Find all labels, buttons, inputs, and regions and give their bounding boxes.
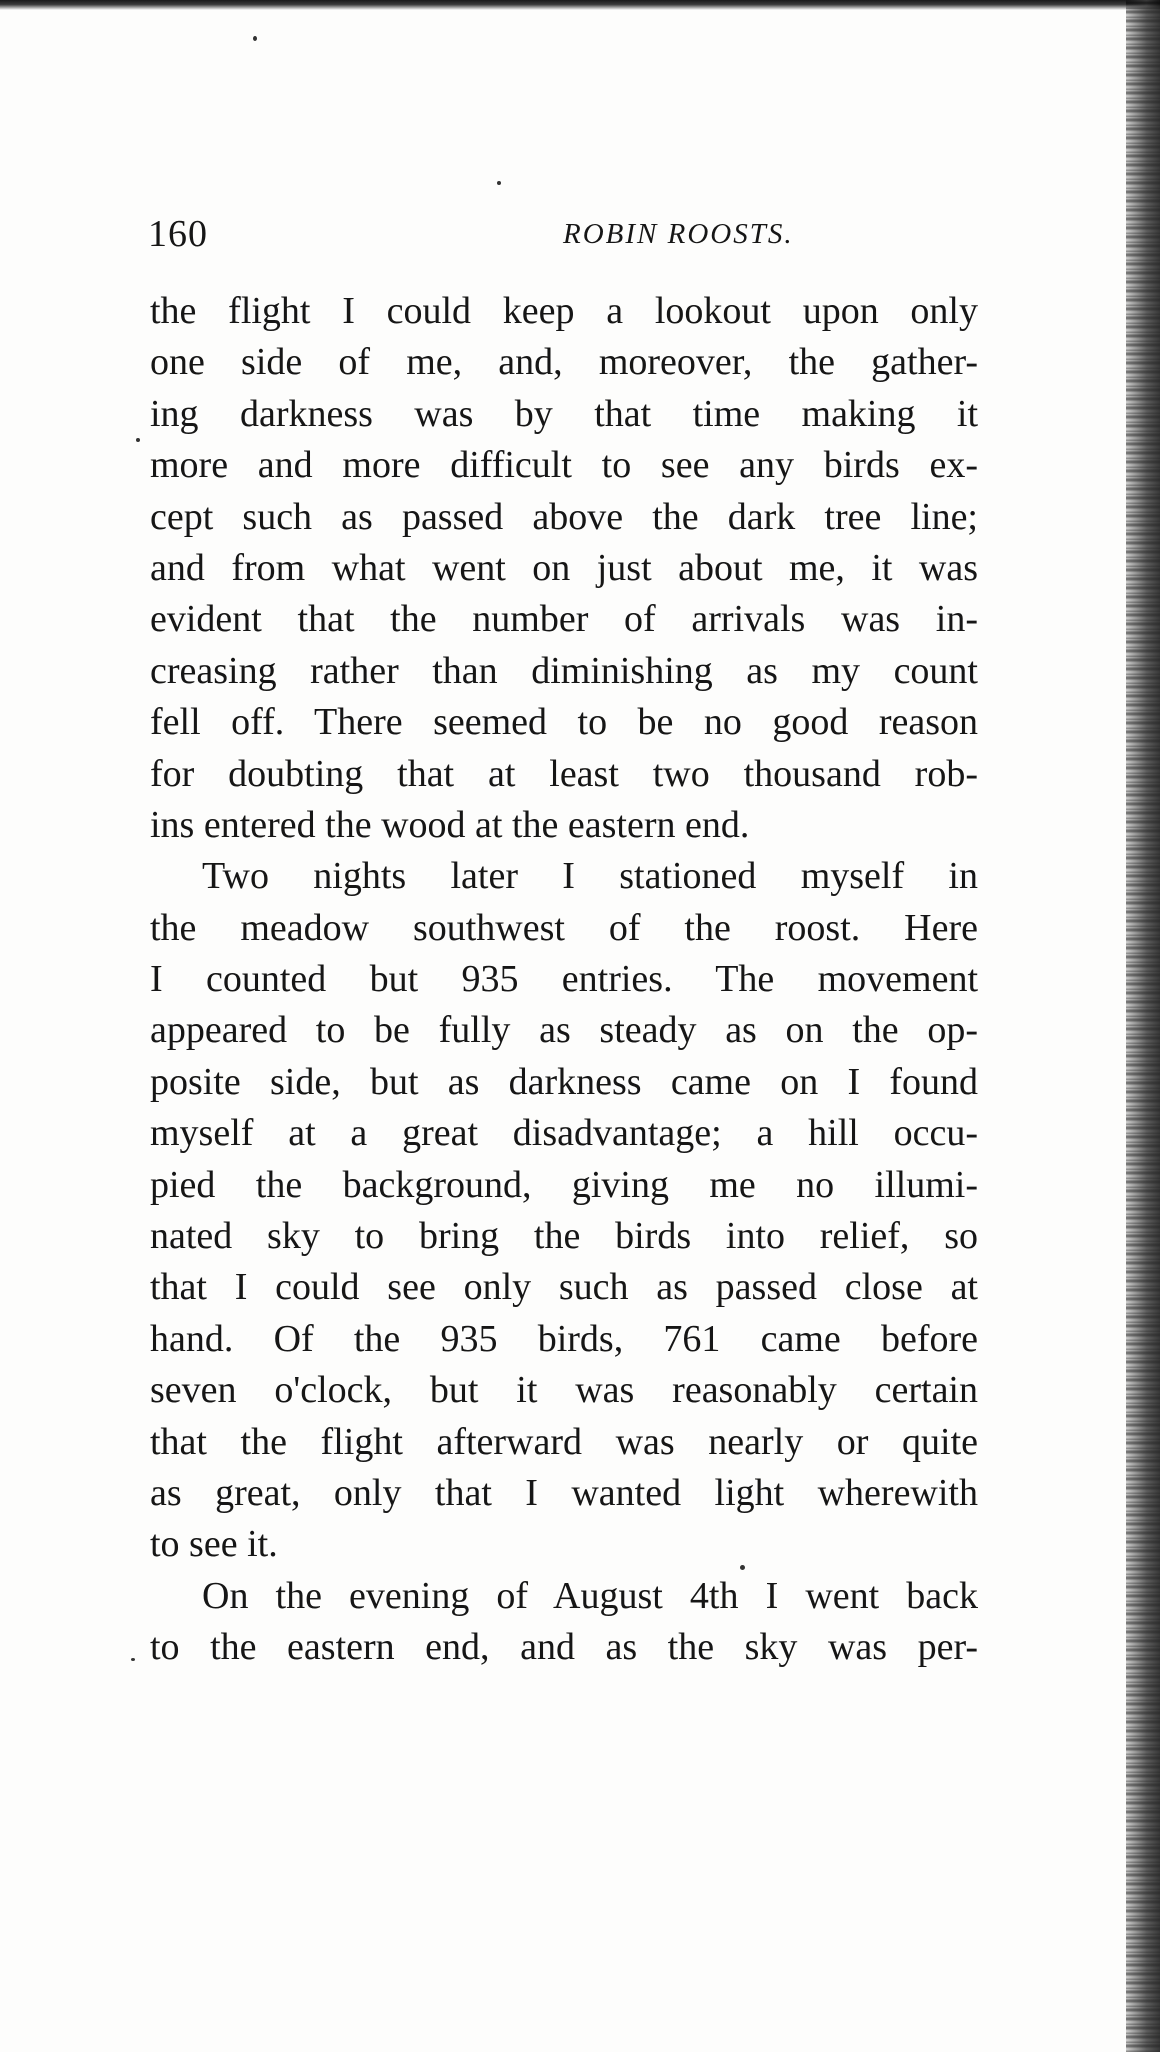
text-line: On the evening of August 4th I went back [202, 1574, 978, 1617]
text-line: and from what went on just about me, it was [150, 546, 978, 589]
paragraph-2 [150, 851, 978, 1570]
text-line: that I could see only such as passed close at [150, 1266, 978, 1309]
ink-speck [497, 181, 501, 185]
text-line: nated sky to bring the birds into relief, so [150, 1215, 978, 1258]
ink-speck [136, 438, 140, 442]
text-line: myself at a great disadvantage; a hill occu- [150, 1112, 978, 1155]
text-line: that the flight afterward was nearly or quite [150, 1420, 978, 1463]
text-line: evident that the number of arrivals was in- [150, 598, 978, 641]
text-line: creasing rather than diminishing as my count [150, 649, 978, 692]
ink-speck [740, 1565, 745, 1570]
text-line: to see it. [150, 1523, 278, 1566]
text-line: ins entered the wood at the eastern end. [150, 803, 750, 846]
page-top-edge-shadow [0, 0, 1160, 10]
text-line: hand. Of the 935 birds, 761 came before [150, 1317, 978, 1360]
running-head: ROBIN ROOSTS. [563, 218, 794, 250]
page-binding-edge [1126, 0, 1160, 2052]
text-line: fell off. There seemed to be no good reason [150, 701, 978, 744]
text-line: for doubting that at least two thousand rob- [150, 752, 978, 795]
text-line: the flight I could keep a lookout upon only [150, 290, 978, 332]
text-line: appeared to be fully as steady as on the op- [150, 1009, 978, 1052]
text-line: ing darkness was by that time making it [150, 392, 978, 435]
text-line: pied the background, giving me no illumi- [150, 1163, 978, 1206]
text-line: the meadow southwest of the roost. Here [150, 906, 978, 949]
text-line: to the eastern end, and as the sky was per- [150, 1626, 978, 1669]
text-line: Two nights later I stationed myself in [202, 855, 978, 898]
text-line: posite side, but as darkness came on I found [150, 1060, 978, 1103]
text-line: as great, only that I wanted light wherewith [150, 1471, 978, 1514]
ink-speck [131, 1658, 135, 1661]
paragraph-3 [150, 1571, 978, 1674]
text-line: one side of me, and, moreover, the gather- [150, 341, 978, 384]
text-line: seven o'clock, but it was reasonably certain [150, 1369, 978, 1412]
text-line: cept such as passed above the dark tree line; [150, 495, 978, 538]
text-line: more and more difficult to see any birds ex- [150, 444, 978, 487]
paragraph-1 [150, 286, 978, 851]
page-header [148, 212, 978, 262]
page-number: 160 [148, 213, 208, 255]
body-text [150, 286, 978, 1674]
ink-speck [253, 36, 257, 41]
text-line: I counted but 935 entries. The movement [150, 958, 978, 1001]
